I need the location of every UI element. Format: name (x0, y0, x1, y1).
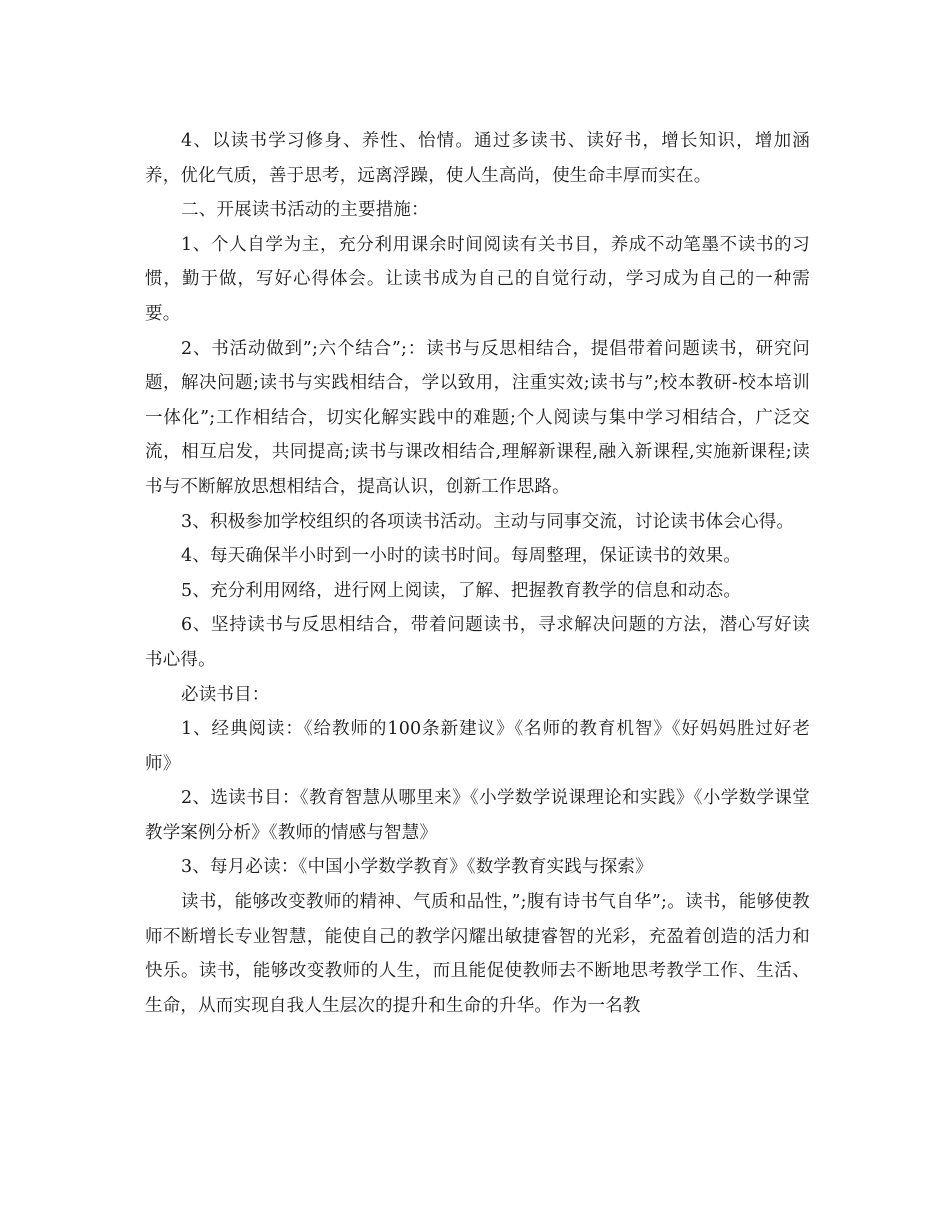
paragraph-measure-2: 2、书活动做到”;六个结合”;：读书与反思相结合，提倡带着问题读书，研究问题，解决问题;读书与实践相结合，学以致用，注重实效;读书与”;校本教研-校本培训一体化”;工作相结合，切实化解实践中的难题;个人阅读与集中学习相结合，广泛交流，相互启发，共同提高;读书与课改相结合,理解新课程,融入新课程,实施新课程;读书与不断解放思想相结合，提高认识，创新工作思路。 (145, 338, 810, 497)
reading-list-monthly: 3、每月必读：《中国小学数学教育》《数学教育实践与探索》 (181, 857, 653, 878)
section-heading-measures: 二、开展读书活动的主要措施： (181, 200, 429, 221)
required-reading-heading: 必读书目： (181, 684, 270, 705)
paragraph-reading-benefits: 读书，能够改变教师的精神、气质和品性，”;腹有诗书气自华”;。读书，能够使教师不断增长专业智慧，能使自己的教学闪耀出敏捷睿智的光彩，充盈着创造的活力和快乐。读书，能够改变教师的人生，而且能促使教师去不断地思考教学工作、生活、生命，从而实现自我人生层次的提升和生命的升华。作为一名教 (145, 892, 810, 1016)
paragraph-measure-1: 1、个人自学为主，充分利用课余时间阅读有关书目，养成不动笔墨不读书的习惯，勤于做，写好心得体会。让读书成为自己的自觉行动，学习成为自己的一种需要。 (145, 234, 810, 324)
paragraph-goal-4: 4、以读书学习修身、养性、怡情。通过多读书、读好书，增长知识，增加涵养，优化气质，善于思考，远离浮躁，使人生高尚，使生命丰厚而实在。 (145, 131, 810, 186)
paragraph-measure-3: 3、积极参加学校组织的各项读书活动。主动与同事交流，讨论读书体会心得。 (181, 511, 795, 532)
paragraph-measure-6: 6、坚持读书与反思相结合，带着问题读书，寻求解决问题的方法，潜心写好读书心得。 (145, 615, 810, 670)
reading-list-classic: 1、经典阅读：《给教师的100条新建议》《名师的教育机智》《好妈妈胜过好老师》 (145, 719, 810, 774)
paragraph-measure-4: 4、每天确保半小时到一小时的读书时间。每周整理，保证读书的效果。 (181, 546, 742, 567)
reading-list-optional: 2、选读书目：《教育智慧从哪里来》《小学数学说课理论和实践》《小学数学课堂教学案例分析》《教师的情感与智慧》 (145, 788, 810, 843)
document-body (145, 124, 810, 1023)
paragraph-measure-5: 5、充分利用网络，进行网上阅读，了解、把握教育教学的信息和动态。 (181, 580, 742, 601)
